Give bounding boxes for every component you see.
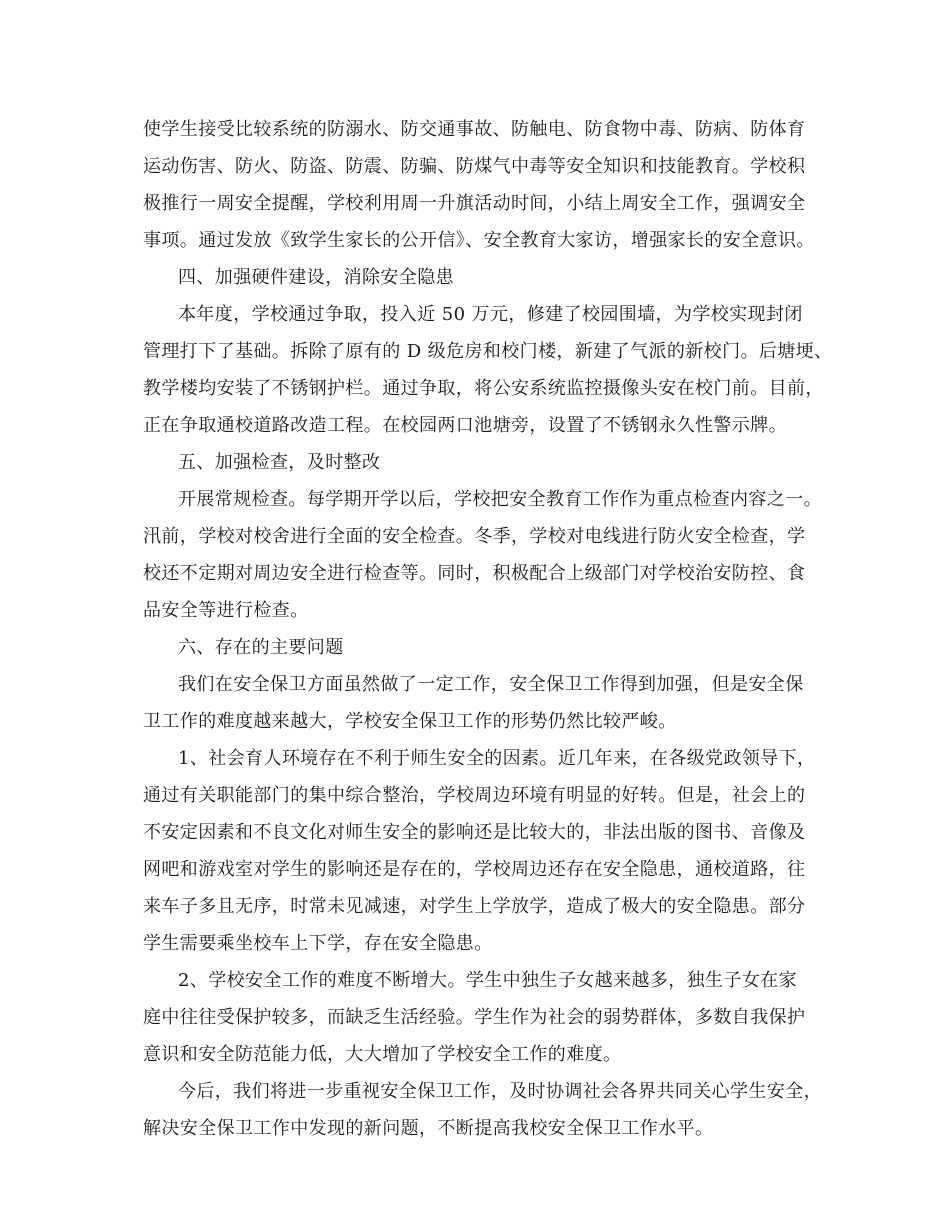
paragraph-line: 本年度，学校通过争取，投入近 50 万元，修建了校园围墙，为学校实现封闭 bbox=[178, 304, 803, 325]
paragraph-line: 来车子多且无序，时常未见减速，对学生上学放学，造成了极大的安全隐患。部分 bbox=[143, 896, 806, 917]
paragraph-line: 运动伤害、防火、防盗、防震、防骗、防煤气中毒等安全知识和技能教育。学校积 bbox=[143, 156, 806, 177]
paragraph-line: 使学生接受比较系统的防溺水、防交通事故、防触电、防食物中毒、防病、防体育 bbox=[143, 119, 806, 140]
section-heading: 五、加强检查，及时整改 bbox=[178, 452, 381, 473]
paragraph-line: 校还不定期对周边安全进行检查等。同时，积极配合上级部门对学校治安防控、食 bbox=[143, 563, 806, 584]
section-heading: 四、加强硬件建设，消除安全隐患 bbox=[178, 267, 454, 288]
paragraph-line: 今后，我们将进一步重视安全保卫工作，及时协调社会各界共同关心学生安全， bbox=[178, 1081, 822, 1102]
paragraph-line: 2、学校安全工作的难度不断增大。学生中独生子女越来越多，独生子女在家 bbox=[178, 970, 798, 991]
paragraph-line: 不安定因素和不良文化对师生安全的影响还是比较大的，非法出版的图书、音像及 bbox=[143, 822, 806, 843]
paragraph-line: 1、社会育人环境存在不利于师生安全的因素。近几年来，在各级党政领导下， bbox=[178, 748, 816, 769]
paragraph-line: 学生需要乘坐校车上下学，存在安全隐患。 bbox=[143, 933, 493, 954]
paragraph-line: 事项。通过发放《致学生家长的公开信》、安全教育大家访，增强家长的安全意识。 bbox=[143, 230, 815, 251]
paragraph-line: 庭中往往受保护较多，而缺乏生活经验。学生作为社会的弱势群体，多数自我保护 bbox=[143, 1007, 806, 1028]
paragraph-line: 卫工作的难度越来越大，学校安全保卫工作的形势仍然比较严峻。 bbox=[143, 711, 677, 732]
paragraph-line: 正在争取通校道路改造工程。在校园两口池塘旁，设置了不锈钢永久性警示牌。 bbox=[143, 415, 787, 436]
paragraph-line: 教学楼均安装了不锈钢护栏。通过争取，将公安系统监控摄像头安在校门前。目前， bbox=[143, 378, 824, 399]
paragraph-line: 网吧和游戏室对学生的影响还是存在的，学校周边还存在安全隐患，通校道路，往 bbox=[143, 859, 806, 880]
paragraph-line: 解决安全保卫工作中发现的新问题，不断提高我校安全保卫工作水平。 bbox=[143, 1118, 714, 1139]
paragraph-line: 意识和安全防范能力低，大大增加了学校安全工作的难度。 bbox=[143, 1044, 622, 1065]
paragraph-line: 开展常规检查。每学期开学以后，学校把安全教育工作作为重点检查内容之一。 bbox=[178, 489, 822, 510]
section-heading: 六、存在的主要问题 bbox=[178, 637, 344, 658]
paragraph-line: 极推行一周安全提醒，学校利用周一升旗活动时间，小结上周安全工作，强调安全 bbox=[143, 193, 806, 214]
paragraph-line: 管理打下了基础。拆除了原有的 D 级危房和校门楼，新建了气派的新校门。后塘埂、 bbox=[143, 341, 833, 362]
paragraph-line: 品安全等进行检查。 bbox=[143, 600, 309, 621]
paragraph-line: 我们在安全保卫方面虽然做了一定工作，安全保卫工作得到加强，但是安全保 bbox=[178, 674, 804, 695]
paragraph-line: 汛前，学校对校舍进行全面的安全检查。冬季，学校对电线进行防火安全检查，学 bbox=[143, 526, 806, 547]
paragraph-line: 通过有关职能部门的集中综合整治，学校周边环境有明显的好转。但是，社会上的 bbox=[143, 785, 806, 806]
